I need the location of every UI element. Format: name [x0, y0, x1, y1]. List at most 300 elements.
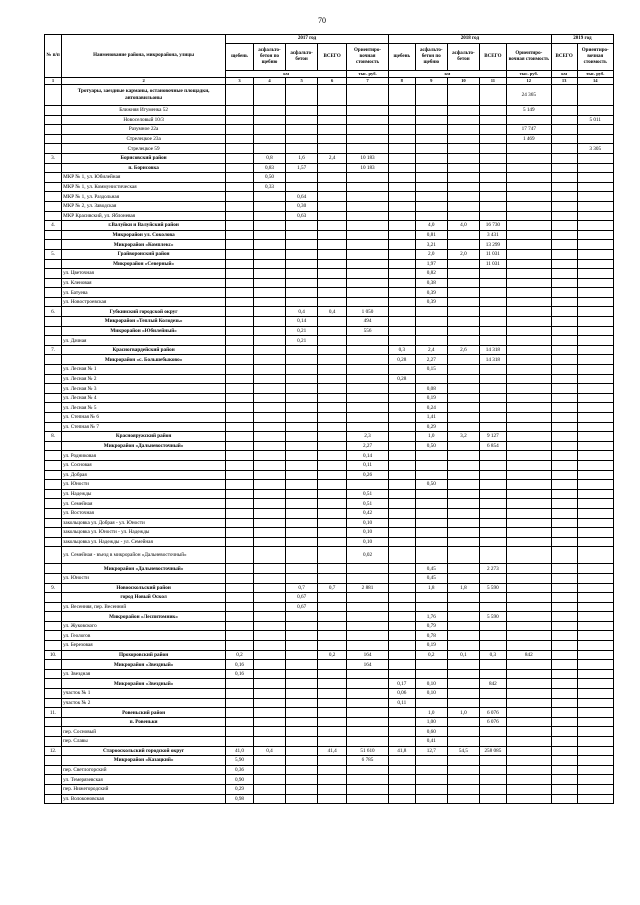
- value-cell: 494: [347, 317, 389, 327]
- colnum: 7: [347, 78, 389, 85]
- value-cell: [415, 518, 447, 528]
- value-cell: 0,36: [226, 765, 254, 775]
- value-cell: [286, 345, 318, 355]
- value-cell: [447, 756, 479, 766]
- value-cell: [318, 470, 347, 480]
- value-cell: [551, 631, 577, 641]
- value-cell: [506, 317, 551, 327]
- value-cell: [506, 660, 551, 670]
- value-cell: [551, 727, 577, 737]
- value-cell: [226, 413, 254, 423]
- row-number: [45, 125, 62, 135]
- value-cell: [253, 441, 285, 451]
- value-cell: [318, 134, 347, 144]
- row-name: п. Ровеньки: [62, 717, 226, 727]
- table-row: [45, 698, 614, 708]
- value-cell: [479, 211, 506, 221]
- value-cell: [577, 365, 614, 375]
- value-cell: [286, 460, 318, 470]
- value-cell: [479, 499, 506, 509]
- value-cell: [347, 85, 389, 106]
- value-cell: [347, 631, 389, 641]
- table-row: [45, 499, 614, 509]
- value-cell: [551, 641, 577, 651]
- value-cell: [253, 708, 285, 718]
- value-cell: [577, 307, 614, 317]
- row-name: Ближняя Игуменка 52: [62, 106, 226, 116]
- row-number: [45, 765, 62, 775]
- value-cell: [318, 393, 347, 403]
- value-cell: [253, 106, 285, 116]
- row-number: [45, 451, 62, 461]
- value-cell: [286, 422, 318, 432]
- value-cell: [286, 679, 318, 689]
- value-cell: [388, 365, 415, 375]
- value-cell: [447, 441, 479, 451]
- row-number: [45, 717, 62, 727]
- table-row: [45, 537, 614, 547]
- table-row: [45, 297, 614, 307]
- value-cell: [479, 365, 506, 375]
- value-cell: [318, 708, 347, 718]
- value-cell: [347, 336, 389, 346]
- row-number: [45, 612, 62, 622]
- value-cell: 0,50: [253, 173, 285, 183]
- value-cell: [479, 307, 506, 317]
- value-cell: [253, 307, 285, 317]
- row-name: Микрорайон «Леспитомник»: [62, 612, 226, 622]
- colnum: 10: [447, 78, 479, 85]
- value-cell: [506, 182, 551, 192]
- value-cell: [226, 153, 254, 163]
- value-cell: [577, 374, 614, 384]
- value-cell: [479, 660, 506, 670]
- value-cell: [226, 201, 254, 211]
- value-cell: [479, 698, 506, 708]
- value-cell: [388, 708, 415, 718]
- value-cell: [506, 413, 551, 423]
- value-cell: [577, 547, 614, 564]
- table-row: [45, 508, 614, 518]
- value-cell: [479, 794, 506, 804]
- value-cell: 2 881: [347, 583, 389, 593]
- value-cell: [506, 221, 551, 231]
- value-cell: [551, 480, 577, 490]
- row-number: [45, 211, 62, 221]
- value-cell: [318, 573, 347, 583]
- value-cell: [318, 432, 347, 442]
- value-cell: [253, 125, 285, 135]
- value-cell: [506, 307, 551, 317]
- value-cell: [226, 269, 254, 279]
- value-cell: 0,60: [415, 727, 447, 737]
- value-cell: [318, 336, 347, 346]
- value-cell: [388, 737, 415, 747]
- row-number: [45, 737, 62, 747]
- value-cell: [253, 413, 285, 423]
- value-cell: [253, 278, 285, 288]
- value-cell: [577, 153, 614, 163]
- value-cell: [318, 365, 347, 375]
- value-cell: [577, 297, 614, 307]
- value-cell: [447, 727, 479, 737]
- value-cell: [286, 221, 318, 231]
- row-number: 10.: [45, 650, 62, 660]
- value-cell: [577, 393, 614, 403]
- value-cell: [506, 765, 551, 775]
- table-row: [45, 765, 614, 775]
- value-cell: [253, 317, 285, 327]
- value-cell: [318, 173, 347, 183]
- table-row: [45, 345, 614, 355]
- value-cell: 0,41: [415, 737, 447, 747]
- value-cell: [286, 451, 318, 461]
- value-cell: [447, 573, 479, 583]
- row-name: п. Борисовка: [62, 163, 226, 173]
- value-cell: [447, 508, 479, 518]
- value-cell: 0,10: [347, 528, 389, 538]
- value-cell: [479, 163, 506, 173]
- row-number: [45, 393, 62, 403]
- value-cell: [388, 336, 415, 346]
- value-cell: [479, 547, 506, 564]
- row-name: Микрорайон «Дальневосточный»: [62, 564, 226, 574]
- value-cell: [318, 518, 347, 528]
- colnum: 3: [226, 78, 254, 85]
- value-cell: [318, 547, 347, 564]
- value-cell: [388, 317, 415, 327]
- colnum: 13: [551, 78, 577, 85]
- value-cell: [347, 727, 389, 737]
- value-cell: [447, 669, 479, 679]
- value-cell: 0,4: [253, 746, 285, 756]
- value-cell: [286, 173, 318, 183]
- value-cell: 0,29: [415, 422, 447, 432]
- value-cell: [551, 211, 577, 221]
- value-cell: [388, 528, 415, 538]
- value-cell: [577, 489, 614, 499]
- value-cell: [347, 240, 389, 250]
- value-cell: [347, 717, 389, 727]
- value-cell: [318, 727, 347, 737]
- value-cell: [577, 413, 614, 423]
- value-cell: [551, 451, 577, 461]
- value-cell: [551, 650, 577, 660]
- value-cell: [506, 153, 551, 163]
- value-cell: [318, 259, 347, 269]
- value-cell: [347, 201, 389, 211]
- value-cell: [286, 384, 318, 394]
- value-cell: [226, 317, 254, 327]
- col-num-header: № п/п: [45, 35, 62, 78]
- value-cell: [506, 775, 551, 785]
- row-number: [45, 756, 62, 766]
- value-cell: [506, 365, 551, 375]
- value-cell: [253, 211, 285, 221]
- value-cell: [447, 288, 479, 298]
- col-shcheben-2018: щебень: [388, 44, 415, 71]
- row-name: Борисовский район: [62, 153, 226, 163]
- value-cell: [347, 249, 389, 259]
- row-number: [45, 660, 62, 670]
- row-name: Старооскольский городской округ: [62, 746, 226, 756]
- value-cell: [253, 336, 285, 346]
- value-cell: [347, 679, 389, 689]
- value-cell: [347, 345, 389, 355]
- row-number: [45, 679, 62, 689]
- value-cell: [479, 85, 506, 106]
- value-cell: [551, 153, 577, 163]
- value-cell: 0,2: [226, 650, 254, 660]
- value-cell: [286, 660, 318, 670]
- value-cell: [479, 288, 506, 298]
- value-cell: [415, 115, 447, 125]
- table-row: [45, 784, 614, 794]
- value-cell: [286, 106, 318, 116]
- value-cell: [447, 269, 479, 279]
- value-cell: [253, 288, 285, 298]
- value-cell: [388, 211, 415, 221]
- value-cell: [577, 288, 614, 298]
- col-orient-2017: Ориентиро-вочная стоимость: [347, 44, 389, 71]
- value-cell: 0,79: [415, 621, 447, 631]
- row-number: [45, 508, 62, 518]
- value-cell: [388, 650, 415, 660]
- value-cell: [551, 365, 577, 375]
- table-row: [45, 269, 614, 279]
- value-cell: 54,5: [447, 746, 479, 756]
- value-cell: [506, 259, 551, 269]
- value-cell: [479, 593, 506, 603]
- value-cell: [447, 537, 479, 547]
- value-cell: [388, 297, 415, 307]
- row-number: [45, 163, 62, 173]
- table-row: [45, 631, 614, 641]
- value-cell: [506, 374, 551, 384]
- value-cell: [447, 355, 479, 365]
- row-number: [45, 422, 62, 432]
- value-cell: [577, 317, 614, 327]
- year-2019-header: 2019 год: [551, 35, 613, 44]
- table-row: [45, 737, 614, 747]
- value-cell: [318, 508, 347, 518]
- value-cell: [318, 355, 347, 365]
- value-cell: [447, 278, 479, 288]
- value-cell: 0,15: [415, 365, 447, 375]
- value-cell: [253, 593, 285, 603]
- table-row: [45, 413, 614, 423]
- value-cell: 0,82: [415, 269, 447, 279]
- value-cell: [577, 230, 614, 240]
- row-number: [45, 727, 62, 737]
- value-cell: [286, 564, 318, 574]
- value-cell: [286, 413, 318, 423]
- row-number: [45, 115, 62, 125]
- row-number: [45, 269, 62, 279]
- value-cell: [347, 211, 389, 221]
- value-cell: [253, 621, 285, 631]
- value-cell: 0,11: [388, 698, 415, 708]
- value-cell: 0,21: [286, 326, 318, 336]
- table-row: [45, 593, 614, 603]
- value-cell: [479, 537, 506, 547]
- value-cell: 0,14: [286, 317, 318, 327]
- value-cell: [415, 593, 447, 603]
- value-cell: [286, 573, 318, 583]
- value-cell: [318, 413, 347, 423]
- table-row: [45, 374, 614, 384]
- row-number: [45, 134, 62, 144]
- value-cell: [479, 689, 506, 699]
- value-cell: 2,6: [447, 345, 479, 355]
- row-name: ул. Батуева: [62, 288, 226, 298]
- value-cell: [506, 737, 551, 747]
- value-cell: [506, 489, 551, 499]
- value-cell: [551, 602, 577, 612]
- value-cell: [551, 403, 577, 413]
- row-number: [45, 602, 62, 612]
- value-cell: 0,83: [253, 163, 285, 173]
- value-cell: [479, 641, 506, 651]
- value-cell: [388, 717, 415, 727]
- value-cell: [551, 355, 577, 365]
- value-cell: [318, 192, 347, 202]
- value-cell: [253, 650, 285, 660]
- table-row: [45, 669, 614, 679]
- row-number: [45, 784, 62, 794]
- value-cell: [447, 737, 479, 747]
- value-cell: 0,10: [347, 537, 389, 547]
- value-cell: [318, 317, 347, 327]
- row-name: Микрорайон «Дальневосточный»: [62, 441, 226, 451]
- value-cell: [415, 775, 447, 785]
- value-cell: [253, 689, 285, 699]
- value-cell: [347, 765, 389, 775]
- table-row: [45, 153, 614, 163]
- colnum: 9: [415, 78, 447, 85]
- value-cell: [226, 134, 254, 144]
- value-cell: [415, 756, 447, 766]
- row-name: ул. Лесная № 3: [62, 384, 226, 394]
- value-cell: [506, 355, 551, 365]
- value-cell: [551, 336, 577, 346]
- table-row: [45, 326, 614, 336]
- value-cell: [577, 708, 614, 718]
- value-cell: [318, 537, 347, 547]
- row-name: ул. Юности: [62, 480, 226, 490]
- value-cell: 14 318: [479, 355, 506, 365]
- value-cell: 2,4: [318, 153, 347, 163]
- value-cell: [415, 660, 447, 670]
- value-cell: [286, 355, 318, 365]
- value-cell: [506, 480, 551, 490]
- row-name: Микрорайон «Казацкий»: [62, 756, 226, 766]
- value-cell: [347, 794, 389, 804]
- row-number: 9.: [45, 583, 62, 593]
- value-cell: [479, 784, 506, 794]
- value-cell: [388, 393, 415, 403]
- value-cell: [318, 717, 347, 727]
- value-cell: [318, 115, 347, 125]
- value-cell: [551, 413, 577, 423]
- value-cell: [318, 602, 347, 612]
- value-cell: [286, 698, 318, 708]
- value-cell: [415, 374, 447, 384]
- table-row: [45, 106, 614, 116]
- colnum: 5: [286, 78, 318, 85]
- value-cell: [226, 689, 254, 699]
- table-row: [45, 432, 614, 442]
- value-cell: [506, 593, 551, 603]
- value-cell: [506, 269, 551, 279]
- value-cell: 1,0: [447, 708, 479, 718]
- value-cell: [415, 144, 447, 154]
- row-number: [45, 698, 62, 708]
- value-cell: [447, 182, 479, 192]
- value-cell: [551, 230, 577, 240]
- value-cell: [347, 669, 389, 679]
- row-number: [45, 384, 62, 394]
- value-cell: [479, 451, 506, 461]
- value-cell: [347, 125, 389, 135]
- value-cell: [551, 85, 577, 106]
- value-cell: [347, 708, 389, 718]
- value-cell: [388, 85, 415, 106]
- value-cell: [286, 489, 318, 499]
- row-name: ул. Волоконовская: [62, 794, 226, 804]
- value-cell: [226, 403, 254, 413]
- value-cell: [577, 384, 614, 394]
- col-orient-2019: Ориентиро-вочная стоимость: [577, 44, 614, 71]
- value-cell: 2,27: [415, 355, 447, 365]
- value-cell: [286, 249, 318, 259]
- value-cell: [577, 499, 614, 509]
- table-row: [45, 460, 614, 470]
- value-cell: [388, 593, 415, 603]
- table-row: [45, 573, 614, 583]
- row-name: МКР № 1, ул. Раздольная: [62, 192, 226, 202]
- value-cell: 6 785: [347, 756, 389, 766]
- value-cell: [318, 669, 347, 679]
- value-cell: [479, 727, 506, 737]
- value-cell: [388, 249, 415, 259]
- value-cell: [506, 326, 551, 336]
- value-cell: [577, 192, 614, 202]
- table-row: [45, 794, 614, 804]
- row-name: Микрорайон «Звездный»: [62, 679, 226, 689]
- table-row: [45, 756, 614, 766]
- value-cell: [577, 106, 614, 116]
- table-row: [45, 134, 614, 144]
- value-cell: [226, 480, 254, 490]
- value-cell: [388, 641, 415, 651]
- row-name: ул. Березовая: [62, 641, 226, 651]
- row-name: ул. Сосновая: [62, 460, 226, 470]
- value-cell: [388, 288, 415, 298]
- value-cell: [347, 106, 389, 116]
- value-cell: [577, 278, 614, 288]
- value-cell: 0,51: [347, 489, 389, 499]
- unit-rub-2018: тыс. руб.: [506, 71, 551, 78]
- value-cell: [551, 508, 577, 518]
- value-cell: [253, 669, 285, 679]
- value-cell: [447, 528, 479, 538]
- value-cell: [226, 297, 254, 307]
- value-cell: [577, 211, 614, 221]
- value-cell: [226, 460, 254, 470]
- value-cell: [253, 717, 285, 727]
- value-cell: [253, 537, 285, 547]
